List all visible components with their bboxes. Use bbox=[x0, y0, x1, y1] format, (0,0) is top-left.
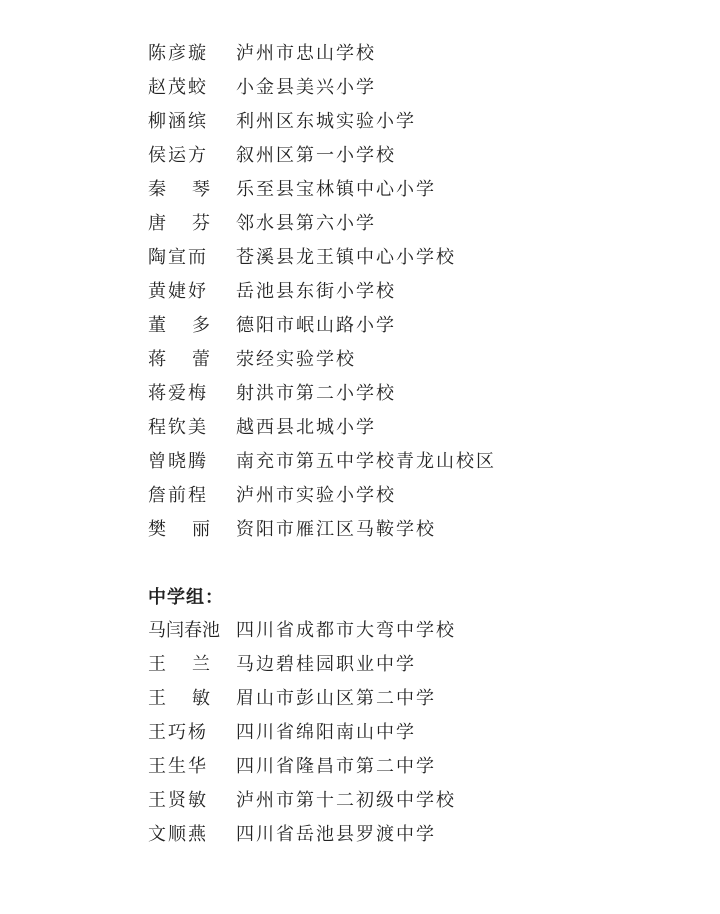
school-name: 越西县北城小学 bbox=[236, 417, 376, 438]
school-name: 乐至县宝林镇中心小学 bbox=[236, 179, 436, 200]
person-name: 蒋爱梅 bbox=[148, 383, 208, 404]
list-item bbox=[148, 648, 688, 682]
list-item bbox=[148, 37, 688, 71]
list-item bbox=[148, 682, 688, 716]
person-name: 文顺燕 bbox=[148, 824, 208, 845]
school-name: 利州区东城实验小学 bbox=[236, 111, 416, 132]
school-name: 泸州市忠山学校 bbox=[236, 43, 376, 64]
school-name: 岳池县东街小学校 bbox=[236, 281, 396, 302]
school-name: 泸州市实验小学校 bbox=[236, 485, 396, 506]
person-name: 陈彦璇 bbox=[148, 43, 208, 64]
list-item bbox=[148, 139, 688, 173]
school-name: 四川省绵阳南山中学 bbox=[236, 722, 416, 743]
school-name: 四川省成都市大弯中学校 bbox=[236, 620, 456, 641]
list-item bbox=[148, 241, 688, 275]
person-name: 樊丽 bbox=[148, 519, 236, 540]
primary-group-list bbox=[148, 37, 688, 547]
person-name: 赵茂蛟 bbox=[148, 77, 208, 98]
school-name: 德阳市岷山路小学 bbox=[236, 315, 396, 336]
person-name: 詹前程 bbox=[148, 485, 208, 506]
list-item bbox=[148, 275, 688, 309]
person-name: 马闫春池 bbox=[148, 620, 220, 641]
list-item bbox=[148, 445, 688, 479]
list-item bbox=[148, 343, 688, 377]
school-name: 叙州区第一小学校 bbox=[236, 145, 396, 166]
school-name: 四川省岳池县罗渡中学 bbox=[236, 824, 436, 845]
school-name: 苍溪县龙王镇中心小学校 bbox=[236, 247, 456, 268]
person-name: 王兰 bbox=[148, 654, 236, 675]
school-name: 射洪市第二小学校 bbox=[236, 383, 396, 404]
school-name: 泸州市第十二初级中学校 bbox=[236, 790, 456, 811]
person-name: 蒋蕾 bbox=[148, 349, 236, 370]
list-item bbox=[148, 71, 688, 105]
section-heading: 中学组： bbox=[148, 587, 224, 608]
person-name: 秦琴 bbox=[148, 179, 236, 200]
school-name: 南充市第五中学校青龙山校区 bbox=[236, 451, 496, 472]
person-name: 侯运方 bbox=[148, 145, 208, 166]
list-item bbox=[148, 411, 688, 445]
person-name: 程钦美 bbox=[148, 417, 208, 438]
list-item bbox=[148, 377, 688, 411]
school-name: 眉山市彭山区第二中学 bbox=[236, 688, 436, 709]
list-item bbox=[148, 309, 688, 343]
person-name: 王贤敏 bbox=[148, 790, 208, 811]
person-name: 唐芬 bbox=[148, 213, 236, 234]
school-name: 小金县美兴小学 bbox=[236, 77, 376, 98]
list-item bbox=[148, 207, 688, 241]
list-item bbox=[148, 716, 688, 750]
list-item bbox=[148, 784, 688, 818]
school-name: 四川省隆昌市第二中学 bbox=[236, 756, 436, 777]
person-name: 黄婕妤 bbox=[148, 281, 208, 302]
school-name: 资阳市雁江区马鞍学校 bbox=[236, 519, 436, 540]
person-name: 曾晓腾 bbox=[148, 451, 208, 472]
list-item bbox=[148, 479, 688, 513]
list-item bbox=[148, 105, 688, 139]
school-name: 马边碧桂园职业中学 bbox=[236, 654, 416, 675]
person-name: 王敏 bbox=[148, 688, 236, 709]
person-name: 王巧杨 bbox=[148, 722, 208, 743]
list-item bbox=[148, 614, 688, 648]
school-name: 荥经实验学校 bbox=[236, 349, 356, 370]
list-item bbox=[148, 513, 688, 547]
list-item bbox=[148, 173, 688, 207]
person-name: 柳涵缤 bbox=[148, 111, 208, 132]
secondary-group-list bbox=[148, 614, 688, 852]
school-name: 邻水县第六小学 bbox=[236, 213, 376, 234]
person-name: 王生华 bbox=[148, 756, 208, 777]
list-item bbox=[148, 750, 688, 784]
list-item bbox=[148, 818, 688, 852]
person-name: 董多 bbox=[148, 315, 236, 336]
person-name: 陶宣而 bbox=[148, 247, 208, 268]
